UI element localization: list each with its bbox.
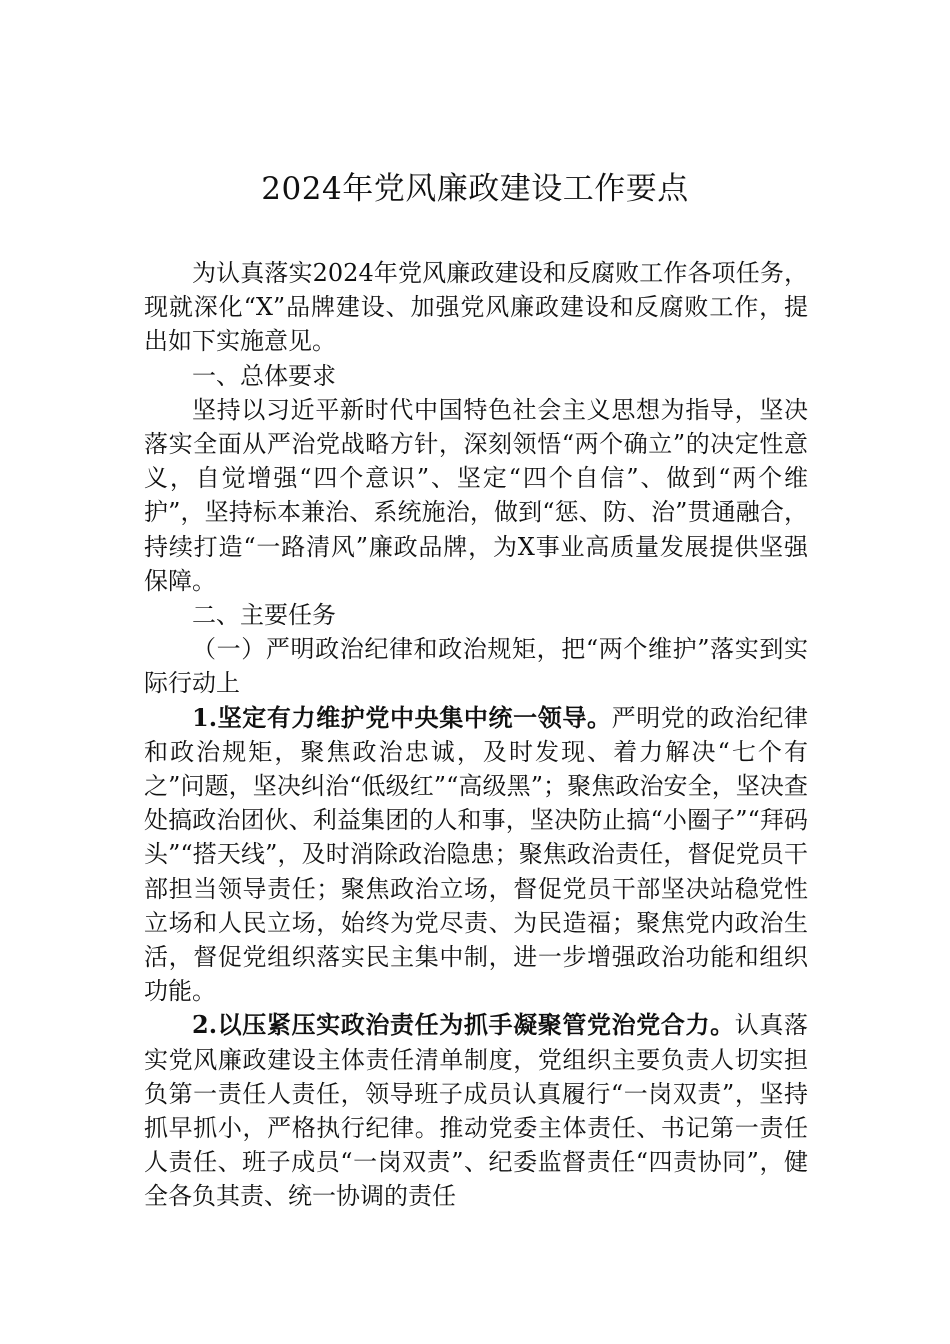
task-item-2 bbox=[144, 1008, 808, 1213]
task-item-1-lead: 1.坚定有力维护党中央集中统一领导。 bbox=[192, 702, 612, 732]
document-title: 2024年党风廉政建设工作要点 bbox=[261, 171, 689, 207]
task-item-2-lead: 2.以压紧压实政治责任为抓手凝聚管党治党合力。 bbox=[192, 1010, 735, 1040]
intro-paragraph: 为认真落实2024年党风廉政建设和反腐败工作各项任务，现就深化“X”品牌建设、加强党风廉政建设和反腐败工作，提出如下实施意见。 bbox=[144, 259, 808, 356]
section-heading-main-tasks: 二、主要任务 bbox=[192, 601, 336, 630]
subsection-heading-political-discipline: （一）严明政治纪律和政治规矩，把“两个维护”落实到实际行动上 bbox=[144, 635, 808, 698]
section-heading-general-requirements: 一、总体要求 bbox=[192, 361, 336, 390]
task-item-1 bbox=[144, 701, 808, 1009]
task-item-1-body: 严明党的政治纪律和政治规矩，聚焦政治忠诚，及时发现、着力解决“七个有之”问题，坚决纠治“低级红”“高级黑”；聚焦政治安全，坚决查处搞政治团伙、利益集团的人和事，坚决防止搞“小圈子”“拜码头”“搭天线”，及时消除政治隐患；聚焦政治责任，督促党员干部担当领导责任；聚焦政治立场，督促党员干部坚决站稳党性立场和人民立场，始终为党尽责、为民造福；聚焦党内政治生活，督促党组织落实民主集中制，进一步增强政治功能和组织功能。 bbox=[144, 703, 808, 1006]
general-requirements-paragraph: 坚持以习近平新时代中国特色社会主义思想为指导，坚决落实全面从严治党战略方针，深刻领悟“两个确立”的决定性意义，自觉增强“四个意识”、坚定“四个自信”、做到“两个维护”，坚持标本兼治、系统施治，做到“惩、防、治”贯通融合，持续打造“一路清风”廉政品牌，为X事业高质量发展提供坚强保障。 bbox=[144, 395, 808, 595]
task-item-2-body: 认真落实党风廉政建设主体责任清单制度，党组织主要负责人切实担负第一责任人责任，领导班子成员认真履行“一岗双责”，坚持抓早抓小，严格执行纪律。推动党委主体责任、书记第一责任人责任、班子成员“一岗双责”、纪委监督责任“四责协同”，健全各负其责、统一协调的责任 bbox=[144, 1011, 808, 1211]
document-body bbox=[144, 256, 808, 1214]
